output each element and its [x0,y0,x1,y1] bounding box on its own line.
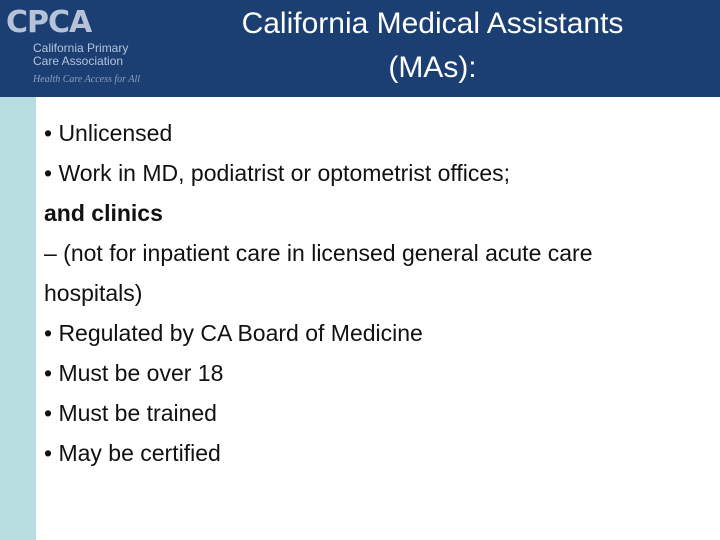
body-line: • Regulated by CA Board of Medicine [44,320,423,346]
body-line: – (not for inpatient care in licensed general acute care [44,240,593,266]
body-line: • May be certified [44,440,221,466]
slide-title [160,2,705,90]
slide-title-line-2: (MAs): [388,51,477,84]
body-line: • Unlicensed [44,120,173,146]
logo-organization-name [33,42,173,68]
slide-header [0,0,720,97]
logo-tagline: Health Care Access for All [33,74,141,85]
slide-title-line-1: California Medical Assistants [241,7,624,40]
body-line: and clinics [44,200,163,226]
body-line: • Must be over 18 [44,360,224,386]
body-line: • Must be trained [44,400,217,426]
slide-body [44,113,714,473]
body-line: • Work in MD, podiatrist or optometrist offices; [44,160,511,186]
body-line: hospitals) [44,280,143,306]
decorative-side-strip [0,97,36,540]
cpca-logo [6,6,186,92]
logo-mark: CPCA [6,5,92,40]
logo-name-line-2: Care Association [33,54,124,68]
logo-name-line-1: California Primary [33,41,129,55]
